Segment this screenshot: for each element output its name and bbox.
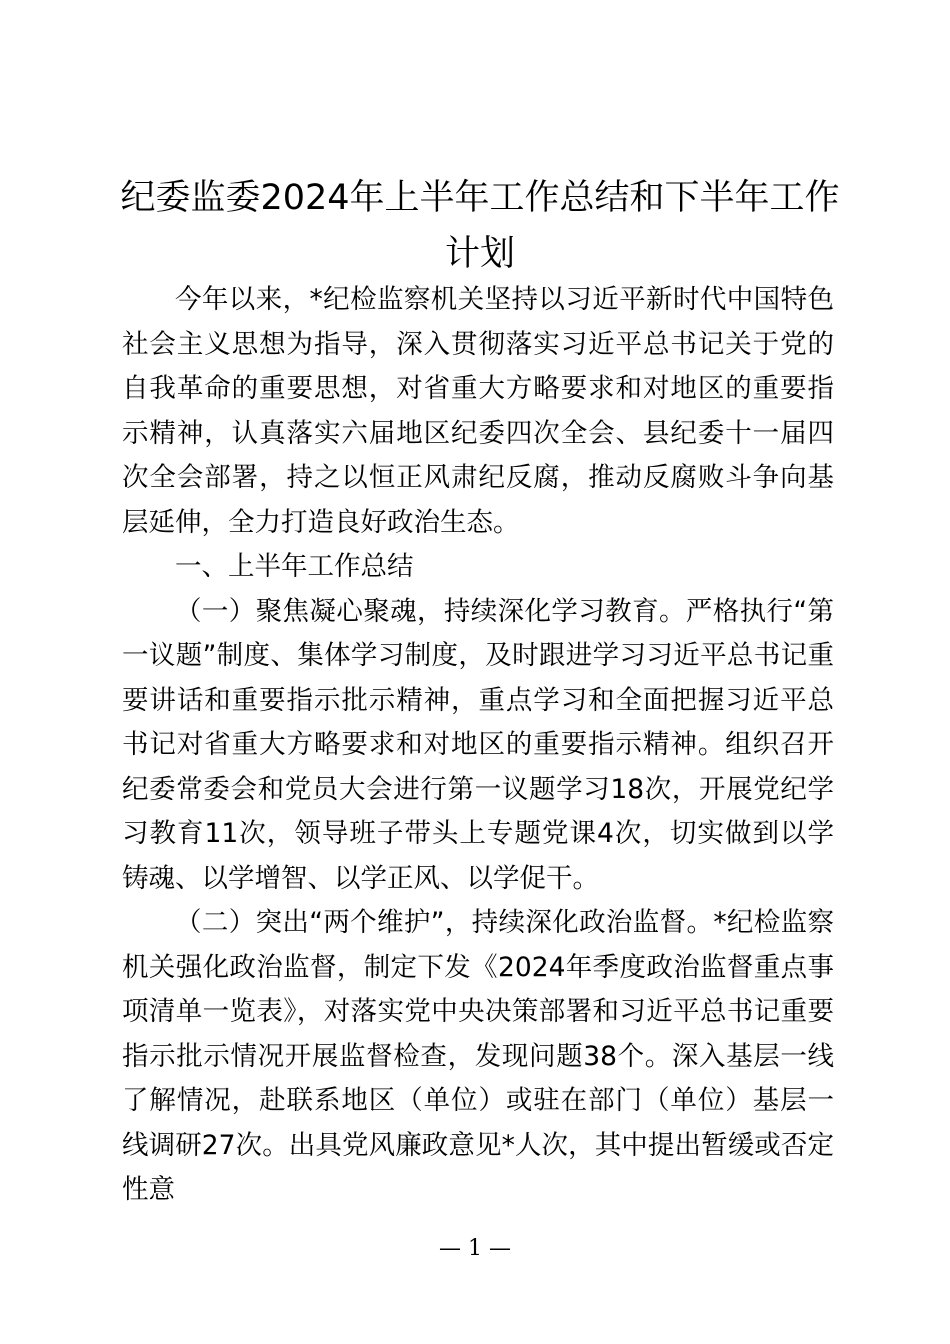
intro-paragraph: 今年以来，*纪检监察机关坚持以习近平新时代中国特色社会主义思想为指导，深入贯彻落实习近平总书记关于党的自我革命的重要思想，对省重大方略要求和对地区的重要指示精神，认真落实六届地区纪委四次全会、县纪委十一届四次全会部署，持之以恒正风肃纪反腐，推动反腐败斗争向基层延伸，全力打造良好政治生态。 [122,284,834,538]
document-title: 纪委监委2024年上半年工作总结和下半年工作计划 [120,178,840,274]
document-body [122,278,834,1213]
section-heading: 一、上半年工作总结 [175,551,414,582]
paragraph-study-education: （一）聚焦凝心聚魂，持续深化学习教育。严格执行“第一议题”制度、集体学习制度，及时跟进学习习近平总书记重要讲话和重要指示批示精神，重点学习和全面把握习近平总书记对省重大方略要求和对地区的重要指示精神。组织召开纪委常委会和党员大会进行第一议题学习18次，开展党纪学习教育11次，领导班子带头上专题党课4次，切实做到以学铸魂、以学增智、以学正风、以学促干。 [122,595,834,894]
paragraph-political-supervision: （二）突出“两个维护”，持续深化政治监督。*纪检监察机关强化政治监督，制定下发《2024年季度政治监督重点事项清单一览表》，对落实党中央决策部署和习近平总书记重要指示批示情况开展监督检查，发现问题38个。深入基层一线了解情况，赴联系地区（单位）或驻在部门（单位）基层一线调研27次。出具党风廉政意见*人次，其中提出暂缓或否定性意 [122,907,834,1205]
page-number: — 1 — [439,1236,511,1261]
